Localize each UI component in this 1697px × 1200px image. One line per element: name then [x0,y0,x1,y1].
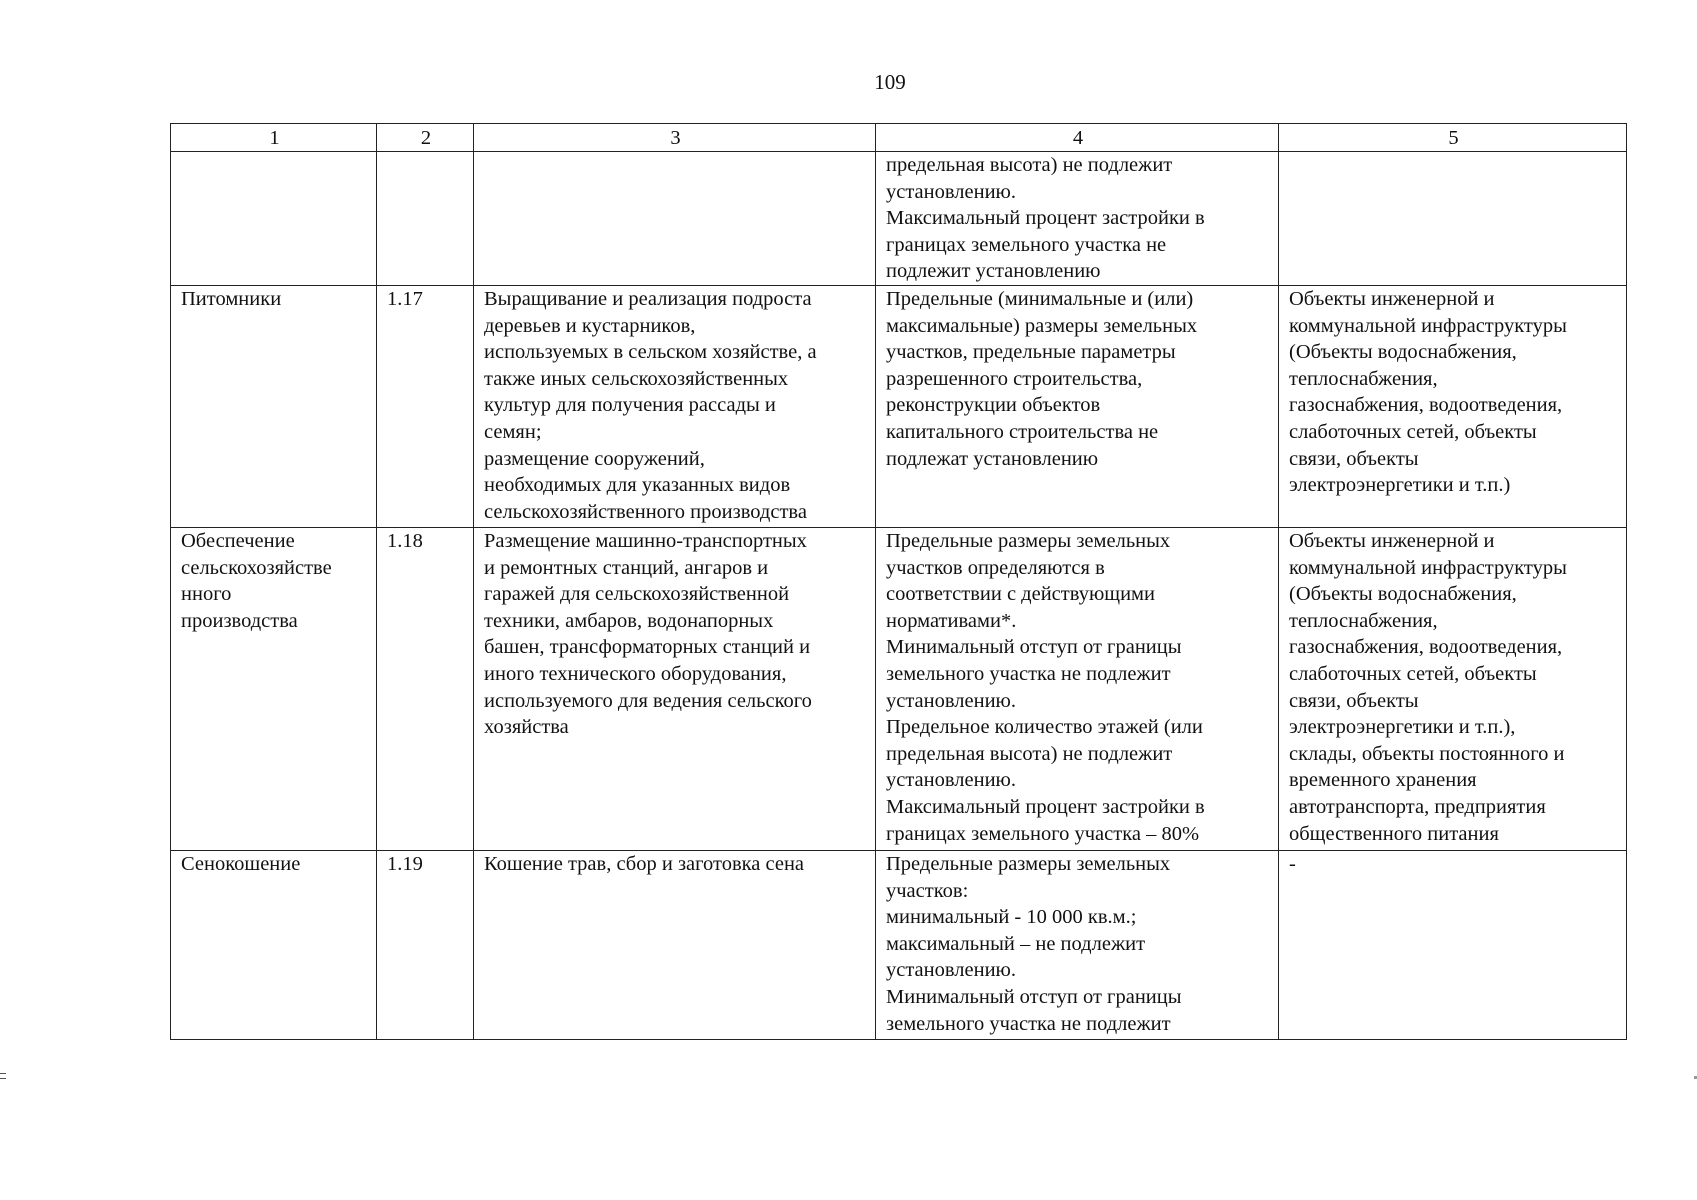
column-header-5: 5 [1279,124,1627,152]
use-type-parameters: Предельные размеры земельных участков определяются в соответствии с действующими нормативами*. Минимальный отступ от границы земельного участка не подлежит установлению. Предельное количество этажей (или предельная высота) не подлежит установлению. Максимальный процент застройки в границах земельного участка – 80% [876,527,1279,850]
use-type-parameters: предельная высота) не подлежит установлению. Максимальный процент застройки в границах земельного участка не подлежит установлению [876,152,1279,286]
use-type-description [474,152,876,286]
use-type-name: Сенокошение [171,850,377,1039]
use-type-name [171,152,377,286]
column-header-1: 1 [171,124,377,152]
use-type-code: 1.17 [377,285,474,527]
use-type-code: 1.18 [377,527,474,850]
table-row [171,285,1627,527]
column-header-2: 2 [377,124,474,152]
use-type-description: Размещение машинно-транспортных и ремонтных станций, ангаров и гаражей для сельскохозяйственной техники, амбаров, водонапорных башен, трансформаторных станций и иного технического оборудования, используемого для ведения сельского хозяйства [474,527,876,850]
auxiliary-objects: Объекты инженерной и коммунальной инфраструктуры (Объекты водоснабжения, теплоснабжения, газоснабжения, водоотведения, слаботочных сетей, объекты связи, объекты электроэнергетики и т.п.), склады, объекты постоянного и временного хранения автотранспорта, предприятия общественного питания [1279,527,1627,850]
table-row [171,527,1627,850]
auxiliary-objects [1279,152,1627,286]
land-use-table [170,123,1627,1040]
use-type-parameters: Предельные размеры земельных участков: минимальный - 10 000 кв.м.; максимальный – не подлежит установлению. Минимальный отступ от границы земельного участка не подлежит [876,850,1279,1039]
use-type-name: Питомники [171,285,377,527]
use-type-description: Выращивание и реализация подроста деревьев и кустарников, используемых в сельском хозяйстве, а также иных сельскохозяйственных культур для получения рассады и семян; размещение сооружений, необходимых для указанных видов сельскохозяйственного производства [474,285,876,527]
scan-edge-mark [0,1073,6,1079]
use-type-description: Кошение трав, сбор и заготовка сена [474,850,876,1039]
header-row [171,124,1627,152]
use-type-name: Обеспечение сельскохозяйстве нного производства [171,527,377,850]
use-type-code: 1.19 [377,850,474,1039]
table-row [171,152,1627,286]
table-row [171,850,1627,1039]
page-number: 109 [874,70,906,94]
column-header-4: 4 [876,124,1279,152]
auxiliary-objects: - [1279,850,1627,1039]
use-type-parameters: Предельные (минимальные и (или) максимальные) размеры земельных участков, предельные параметры разрешенного строительства, реконструкции объектов капитального строительства не подлежат установлению [876,285,1279,527]
auxiliary-objects: Объекты инженерной и коммунальной инфраструктуры (Объекты водоснабжения, теплоснабжения, газоснабжения, водоотведения, слаботочных сетей, объекты связи, объекты электроэнергетики и т.п.) [1279,285,1627,527]
use-type-code [377,152,474,286]
column-header-3: 3 [474,124,876,152]
